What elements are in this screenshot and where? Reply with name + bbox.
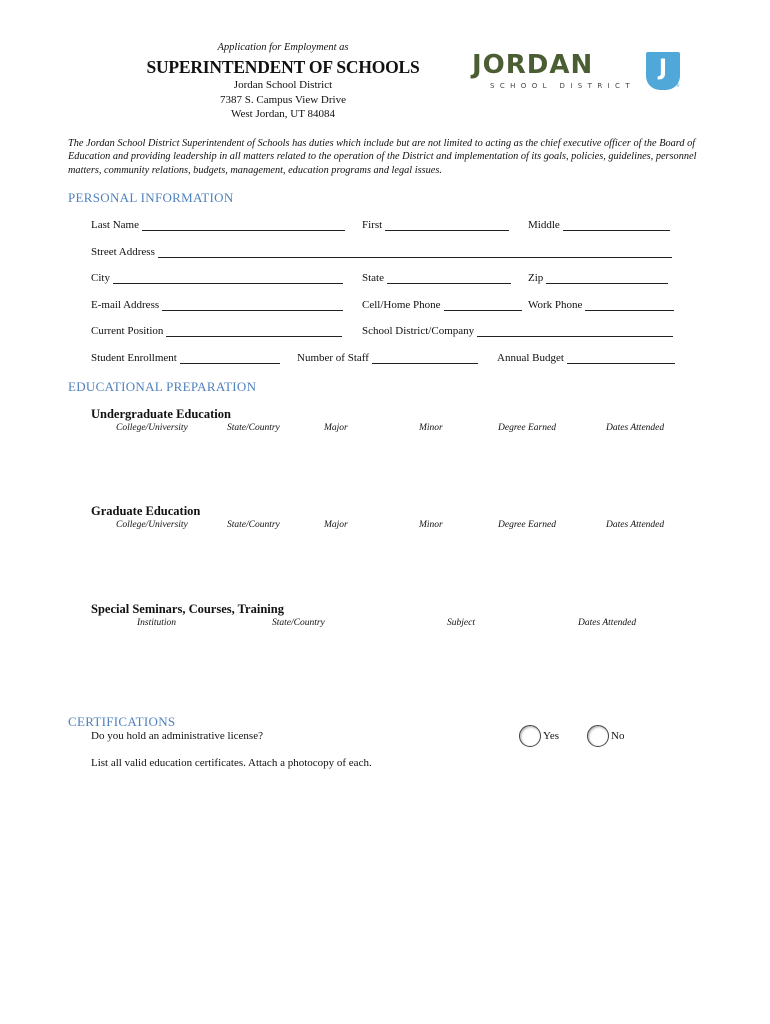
number-of-staff-label: Number of Staff [297, 352, 369, 364]
street-address-input[interactable] [158, 247, 672, 258]
graduate-col-dates: Dates Attended [606, 520, 665, 530]
state-input[interactable] [387, 273, 511, 284]
page-title: SUPERINTENDENT OF SCHOOLS [146, 57, 420, 77]
seminars-col-institution: Institution [137, 618, 177, 628]
logo-wordmark: JORDAN [472, 50, 594, 80]
logo-registered-mark: ® [676, 84, 680, 89]
current-position-label: Current Position [91, 325, 164, 337]
number-of-staff-input[interactable] [372, 353, 478, 364]
cell-phone-input[interactable] [444, 300, 522, 311]
city-input[interactable] [113, 273, 343, 284]
graduate-col-degree: Degree Earned [498, 520, 556, 530]
state-label: State [362, 272, 384, 284]
state-field[interactable] [362, 272, 511, 284]
work-phone-field[interactable] [528, 299, 674, 311]
work-phone-input[interactable] [585, 300, 674, 311]
undergrad-col-college: College/University [116, 423, 188, 433]
graduate-col-college: College/University [116, 520, 188, 530]
seminars-heading: Special Seminars, Courses, Training [91, 602, 284, 616]
current-position-field[interactable] [91, 325, 342, 337]
city-label: City [91, 272, 110, 284]
street-address-label: Street Address [91, 246, 155, 258]
license-yes-label: Yes [543, 730, 560, 742]
intro-paragraph: The Jordan School District Superintendent of Schools has duties which include but are not limited to acting as the chief executive officer of the Board of Education and providing leadership in all matters related to the operation of the District and implementation of its goals, policies, guidelines, personnel matters, community relations, budgets, management, education programs and legal issues. [68, 138, 697, 176]
undergrad-col-state: State/Country [227, 423, 280, 433]
certificates-instruction: List all valid education certificates. Attach a photocopy of each. [91, 757, 372, 769]
email-label: E-mail Address [91, 299, 160, 311]
cell-phone-field[interactable] [362, 299, 522, 311]
last-name-label: Last Name [91, 219, 139, 231]
address-line-1: Jordan School District [233, 79, 333, 91]
graduate-col-major: Major [324, 520, 348, 530]
section-heading-education: EDUCATIONAL PREPARATION [68, 379, 257, 394]
school-district-input[interactable] [477, 326, 673, 337]
undergrad-col-dates: Dates Attended [606, 423, 665, 433]
address-line-3: West Jordan, UT 84084 [230, 108, 335, 120]
form-subtitle: Application for Employment as [217, 42, 349, 53]
first-name-label: First [362, 219, 383, 231]
zip-input[interactable] [546, 273, 668, 284]
undergrad-col-degree: Degree Earned [498, 423, 556, 433]
graduate-col-minor: Minor [419, 520, 443, 530]
annual-budget-input[interactable] [567, 353, 675, 364]
annual-budget-label: Annual Budget [497, 352, 564, 364]
license-no-label: No [611, 730, 625, 742]
zip-label: Zip [528, 272, 544, 284]
city-field[interactable] [91, 272, 343, 284]
seminars-col-state: State/Country [272, 618, 325, 628]
cell-phone-label: Cell/Home Phone [362, 299, 441, 311]
undergrad-col-minor: Minor [419, 423, 443, 433]
undergrad-col-major: Major [324, 423, 348, 433]
admin-license-question: Do you hold an administrative license? [91, 730, 263, 742]
license-yes-radio[interactable] [519, 725, 541, 747]
middle-name-field[interactable] [528, 219, 670, 231]
work-phone-label: Work Phone [528, 299, 583, 311]
number-of-staff-field[interactable] [297, 352, 478, 364]
logo-j-letter: J [658, 56, 668, 81]
seminars-col-subject: Subject [447, 618, 475, 628]
graduate-col-state: State/Country [227, 520, 280, 530]
annual-budget-field[interactable] [497, 352, 675, 364]
email-field[interactable] [91, 299, 343, 311]
middle-name-input[interactable] [563, 220, 670, 231]
logo-j-icon [646, 52, 680, 90]
graduate-heading: Graduate Education [91, 504, 201, 518]
school-district-field[interactable] [362, 325, 673, 337]
undergrad-heading: Undergraduate Education [91, 407, 231, 421]
section-heading-personal: PERSONAL INFORMATION [68, 190, 234, 205]
last-name-field[interactable] [91, 219, 345, 231]
school-district-label: School District/Company [362, 325, 475, 337]
current-position-input[interactable] [166, 326, 342, 337]
student-enrollment-input[interactable] [180, 353, 280, 364]
license-no-radio[interactable] [587, 725, 609, 747]
zip-field[interactable] [528, 272, 668, 284]
email-input[interactable] [162, 300, 343, 311]
street-address-field[interactable] [91, 246, 672, 258]
middle-name-label: Middle [528, 219, 560, 231]
student-enrollment-label: Student Enrollment [91, 352, 177, 364]
last-name-input[interactable] [142, 220, 345, 231]
logo-subtitle: SCHOOL DISTRICT [490, 82, 636, 90]
section-heading-certifications: CERTIFICATIONS [68, 714, 176, 729]
address-line-2: 7387 S. Campus View Drive [220, 94, 346, 106]
student-enrollment-field[interactable] [91, 352, 280, 364]
seminars-col-dates: Dates Attended [578, 618, 637, 628]
first-name-input[interactable] [385, 220, 509, 231]
first-name-field[interactable] [362, 219, 509, 231]
